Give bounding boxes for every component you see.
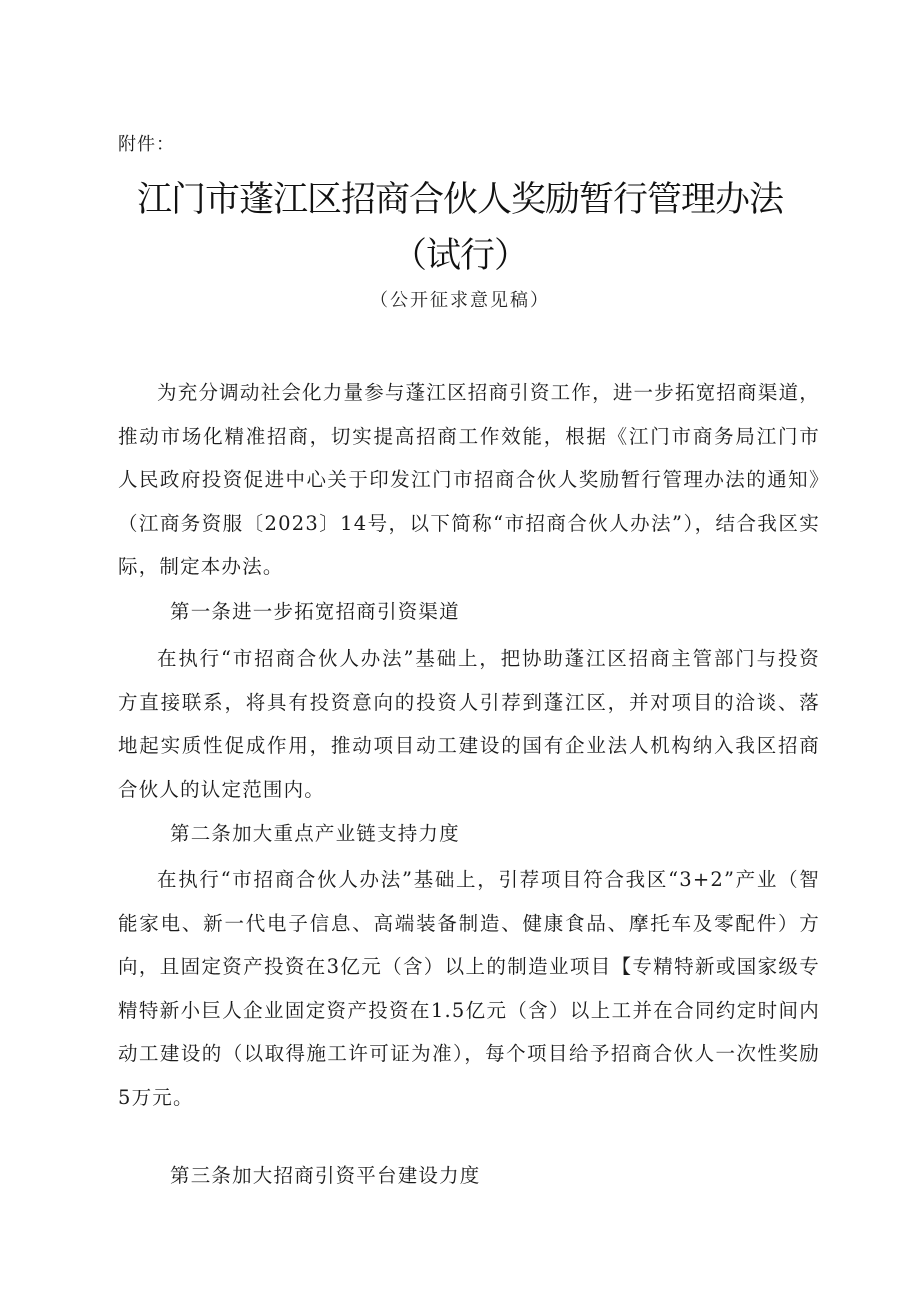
article-2-heading: 第二条加大重点产业链支持力度: [170, 822, 460, 845]
draft-note: （公开征求意见稿）: [370, 290, 550, 311]
article-1-heading: 第一条进一步拓宽招商引资渠道: [170, 600, 460, 623]
attachment-label: 附件：: [118, 134, 175, 155]
article-3-heading: 第三条加大招商引资平台建设力度: [170, 1164, 481, 1187]
document-subtitle: （试行）: [391, 236, 528, 276]
document-title: 江门市蓬江区招商合伙人奖励暂行管理办法: [136, 180, 783, 220]
article-2-body: 在执行“市招商合伙人办法”基础上，引荐项目符合我区“3+2”产业（智能家电、新一代电子信息、高端装备制造、健康食品、摩托车及零配件）方向，且固定资产投资在3亿元（含）以上的制造业项目【专精特新或国家级专精特新小巨人企业固定资产投资在1.5亿元（含）以上工并在合同约定时间内动工建设的（以取得施工许可证为准），每个项目给予招商合伙人一次性奖励5万元。: [118, 868, 820, 1109]
intro-paragraph: 为充分调动社会化力量参与蓬江区招商引资工作，进一步拓宽招商渠道，推动市场化精准招商，切实提高招商工作效能，根据《江门市商务局江门市人民政府投资促进中心关于印发江门市招商合伙人奖励暂行管理办法的通知》（江商务资服〔2023〕14号，以下简称“市招商合伙人办法”），结合我区实际，制定本办法。: [118, 381, 820, 578]
article-1-body: 在执行“市招商合伙人办法”基础上，把协助蓬江区招商主管部门与投资方直接联系，将具有投资意向的投资人引荐到蓬江区，并对项目的洽谈、落地起实质性促成作用，推动项目动工建设的国有企业法人机构纳入我区招商合伙人的认定范围内。: [118, 647, 820, 801]
